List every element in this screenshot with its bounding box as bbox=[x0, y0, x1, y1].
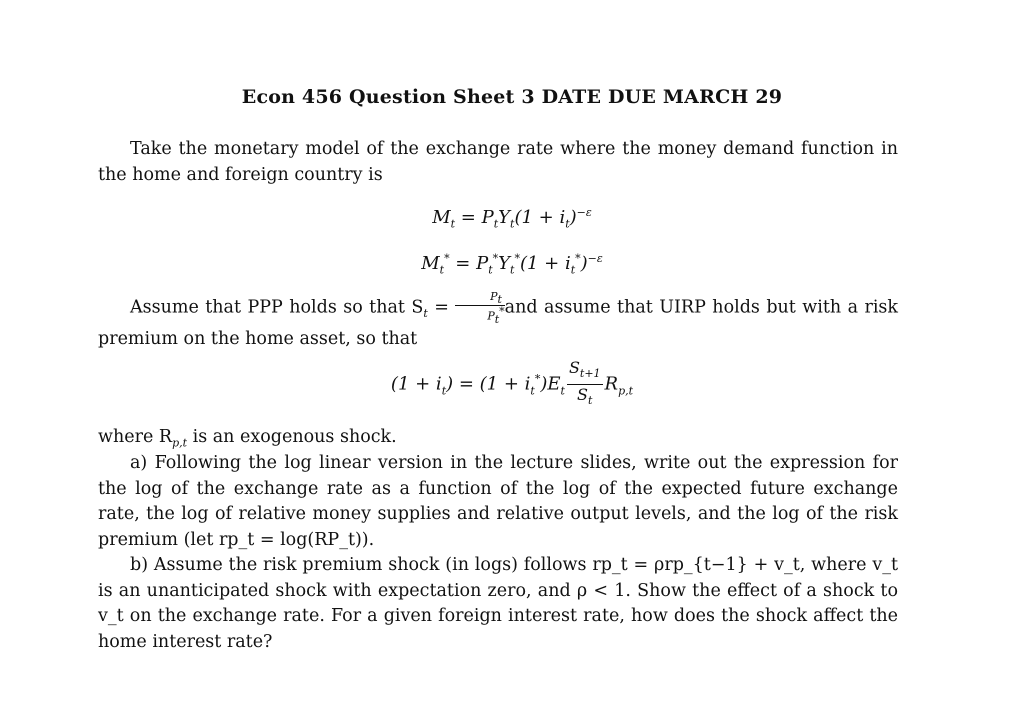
uirp-fraction: $\frac{S_{t+1}}{S_t}$ bbox=[568, 358, 601, 408]
where-text-before: where R bbox=[98, 427, 173, 447]
ppp-paragraph: Assume that PPP holds so that $S_t$ = $\frac{P_t}{P_t^*}$ and assume that UIRP holds but with a risk premium on the home asset, so that bbox=[98, 290, 898, 349]
equation-foreign-money-demand: $M_t^* = P_t^*Y_t^*(1 + i_t^*)^{-\varepsilon}$ bbox=[421, 252, 603, 277]
part-a-question bbox=[98, 451, 898, 553]
part-b-question: b) Assume the risk premium shock (in logs) follows rp_t = ρrp_{t−1} + v_t, where v_t is an unanticipated shock with expectation zero, and ρ < 1. Show the effect of a shock to v_t on the exchange rate. For a given foreign interest rate, how does the shock affect the home interest rate? bbox=[98, 555, 898, 652]
intro-paragraph: Take the monetary model of the exchange rate where the money demand function in the home and foreign country is bbox=[98, 139, 898, 185]
equation-uirp: $(1 + i_t) = (1 + i_t^*)E_t$ $\frac{S_{t+1}}{S_t}$ $R_{p,t}$ bbox=[0, 358, 1024, 411]
part-a-text: a) Following the log linear version in the lecture slides, write out the expression for the log of the exchange rate as a function of the log of the expected future exchange rate, the log of relative money supplies and relative output levels, and the log of the risk premium bbox=[98, 453, 898, 550]
where-paragraph: where $R_{p,t}$ is an exogenous shock. bbox=[98, 427, 397, 450]
ppp-text-before: Assume that PPP holds so that S bbox=[130, 297, 424, 318]
ppp-fraction: $\frac{P_t}{P_t^*}$ bbox=[455, 291, 504, 325]
part-a-let: (let rp_t = log(RP_t)). bbox=[183, 529, 375, 550]
equation-home-money-demand: $M_t = P_tY_t(1 + i_t)^{-\varepsilon}$ bbox=[432, 206, 592, 231]
where-text-after: is an exogenous shock. bbox=[187, 427, 397, 447]
document-title: Econ 456 Question Sheet 3 DATE DUE MARCH 29 bbox=[241, 86, 783, 108]
ppp-text-after: and assume that UIRP holds but with a risk premium on the home asset, so that bbox=[98, 297, 898, 349]
